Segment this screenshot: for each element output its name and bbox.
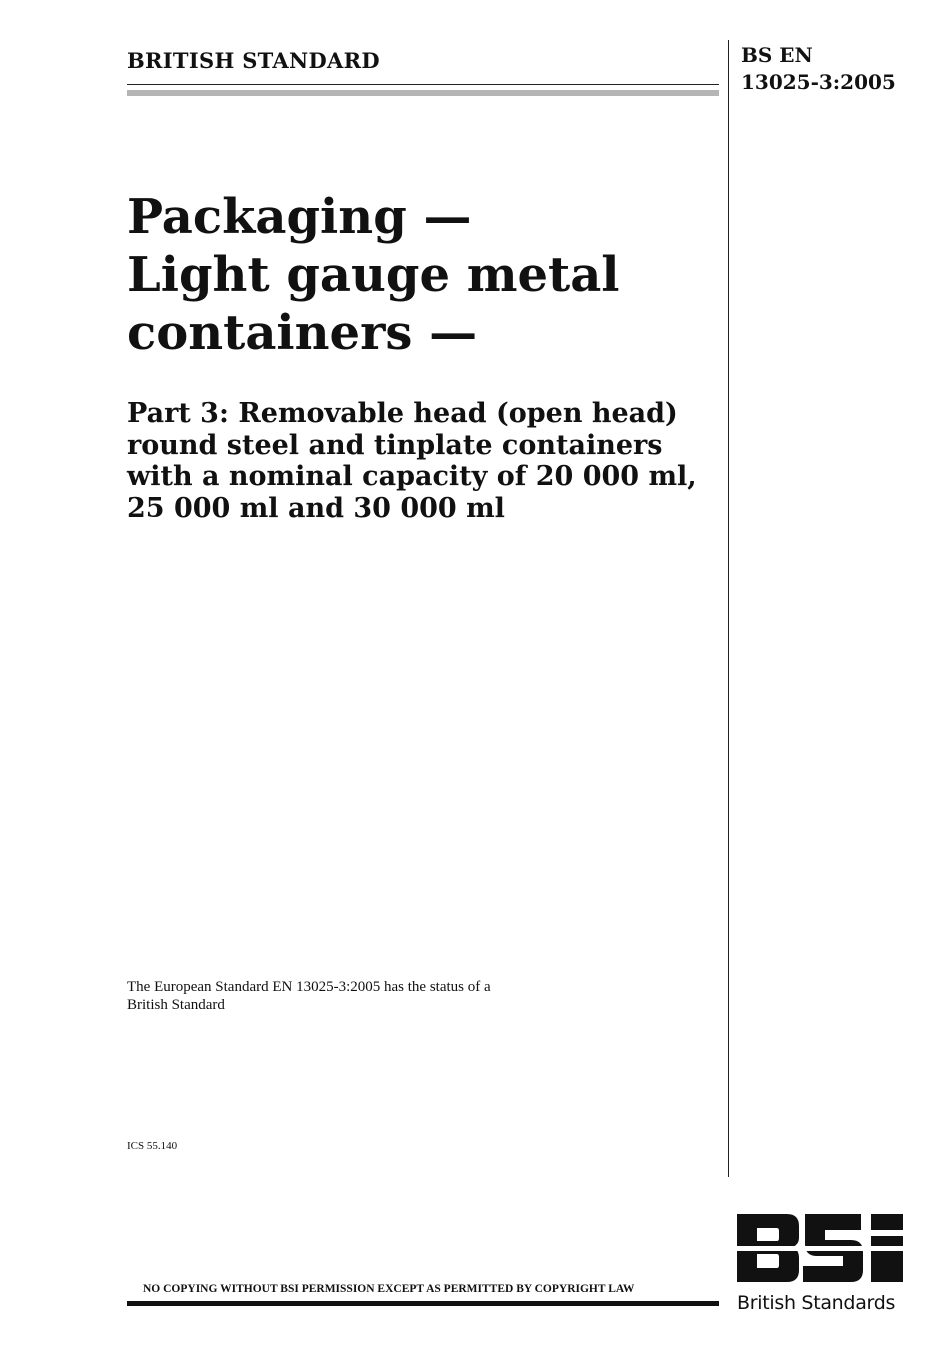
document-number-line1: BS EN	[741, 43, 813, 67]
copyright-notice: NO COPYING WITHOUT BSI PERMISSION EXCEPT AS PERMITTED BY COPYRIGHT LAW	[143, 1283, 635, 1295]
title-line: Light gauge metal	[127, 247, 620, 303]
margin-divider	[728, 40, 729, 1177]
bsi-logo-caption: British Standards	[737, 1292, 896, 1314]
document-title	[127, 188, 707, 362]
document-number	[741, 42, 896, 96]
document-number-line2: 13025-3:2005	[741, 70, 896, 94]
subtitle-line: 25 000 ml and 30 000 ml	[127, 492, 505, 524]
bsi-logo-icon	[737, 1210, 905, 1286]
standard-type-label: BRITISH STANDARD	[127, 48, 380, 73]
ics-code: ICS 55.140	[127, 1140, 178, 1152]
bsi-logo	[737, 1210, 907, 1314]
status-note	[127, 978, 491, 1014]
title-line: containers —	[127, 305, 478, 361]
subtitle-line: round steel and tinplate containers	[127, 429, 663, 461]
footer-rule	[127, 1301, 719, 1306]
status-note-line: The European Standard EN 13025-3:2005 has the status of a	[127, 979, 491, 995]
header-rule-thick	[127, 90, 719, 96]
title-line: Packaging —	[127, 189, 472, 245]
header-rule-thin	[127, 84, 719, 85]
status-note-line: British Standard	[127, 997, 225, 1013]
document-subtitle	[127, 398, 707, 524]
subtitle-line: with a nominal capacity of 20 000 ml,	[127, 461, 697, 492]
subtitle-line: Part 3: Removable head (open head)	[127, 398, 678, 429]
